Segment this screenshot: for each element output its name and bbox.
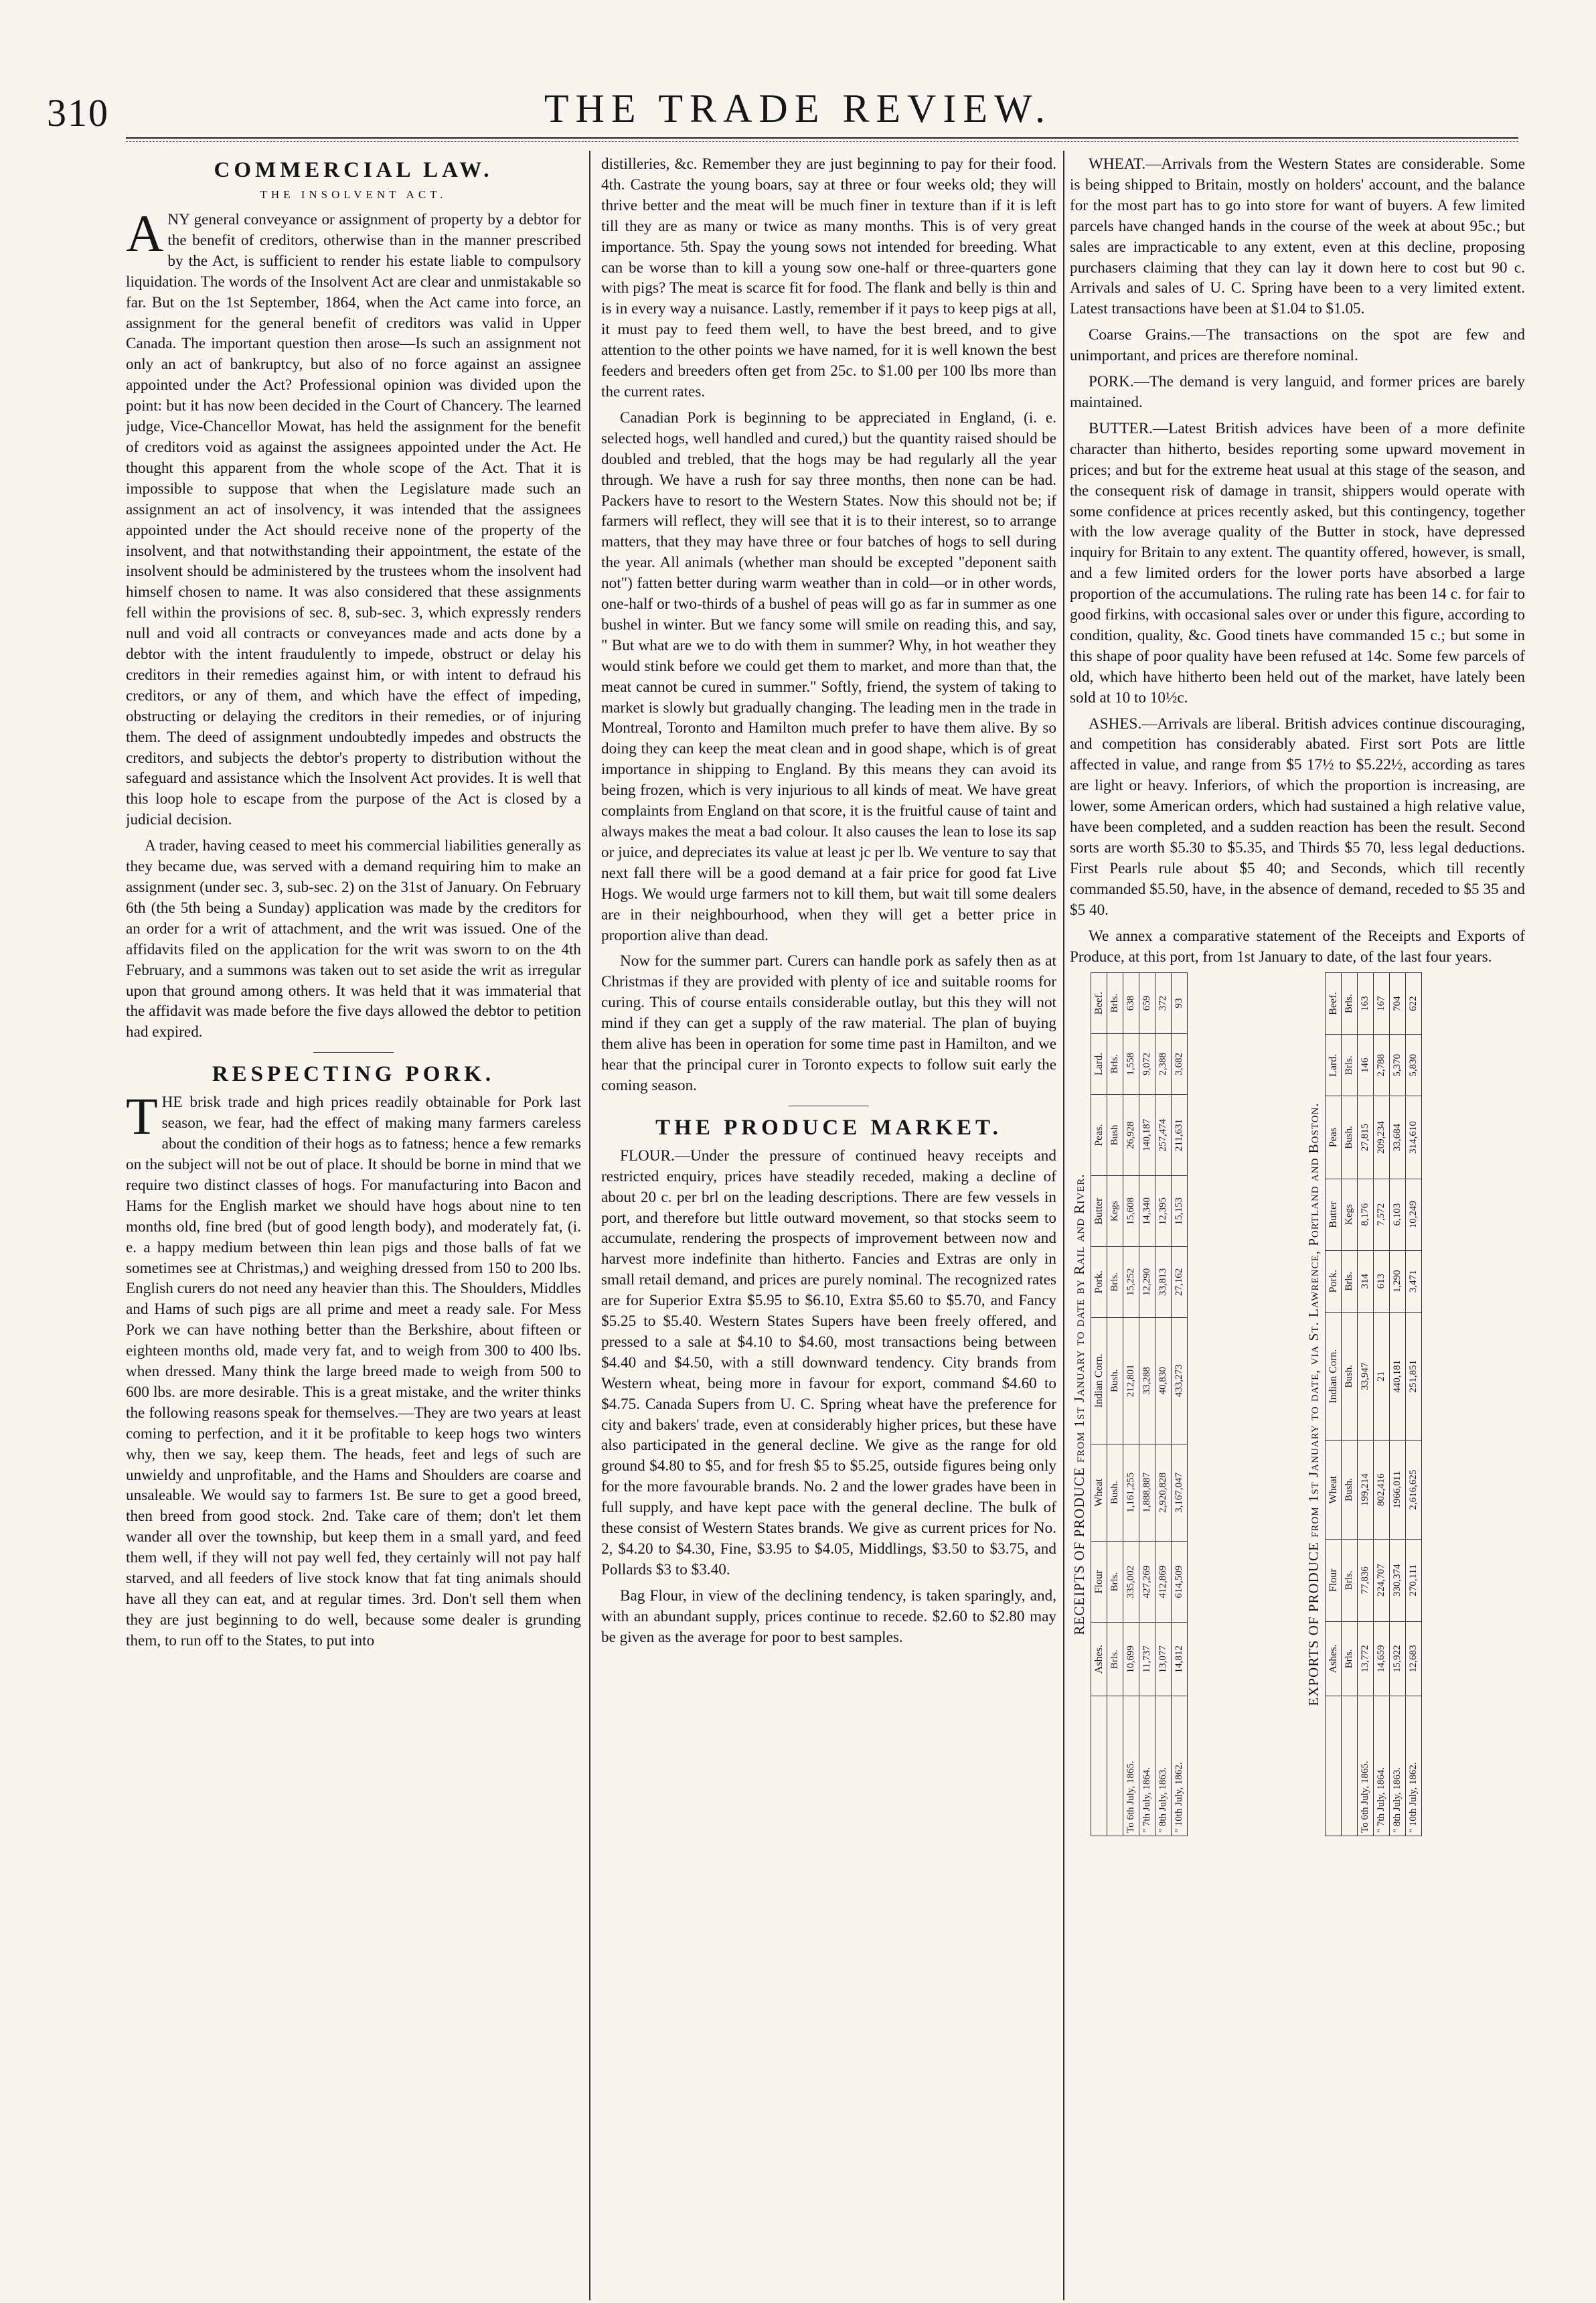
table-cell: 15,153 (1172, 1176, 1188, 1247)
exports-table-title: EXPORTS OF PRODUCE from 1st January to date, via St. Lawrence, Portland and Boston. (1305, 1102, 1322, 1707)
butter-paragraph: BUTTER.—Latest British advices have been of a more definite character than hitherto, besides reporting some upward movement in prices; and but for the extreme heat usual at this stage of the season, and the consequent risk of damage in transit, shippers would operate with some confidence at prices recently asked, but this contingency, together with the low average quality of the Butter in stock, have depressed inquiry for Britain to any extent. The quantity offered, however, is small, and a few limited orders for the lower ports have absorbed a large proportion of the accumulations. The ruling rate has been 14 c. for fair to good firkins, with occasional sales over or under this figure, according to condition, quality, &c. Good tinets have commanded 15 c.; but some in this shape of poor quality have been refused at 14c. Some few parcels of old, which have hitherto been held out of the market, have lately been sold at 10 to 10½c. (1070, 419, 1525, 707)
table-header-cell: Beef. (1091, 973, 1107, 1034)
table-unit-cell: Brls. (1107, 1542, 1123, 1623)
table-cell: 6,103 (1390, 1179, 1406, 1250)
table-cell: 704 (1390, 973, 1406, 1035)
table-cell: 440,181 (1390, 1313, 1406, 1441)
table-row (1390, 973, 1406, 1836)
table-date-cell: " 8th July, 1863. (1390, 1696, 1406, 1836)
table-cell: 15,608 (1123, 1176, 1139, 1247)
column-rule-2 (1063, 151, 1064, 2300)
table-cell: 5,830 (1406, 1035, 1422, 1096)
table-header-cell: Ashes. (1091, 1623, 1107, 1696)
table-cell: 33,813 (1155, 1247, 1172, 1318)
table-unit-cell: Brls. (1342, 1035, 1358, 1096)
statistics-tables (1070, 972, 1525, 1843)
table-unit-cell: Brls. (1342, 1540, 1358, 1622)
table-cell: 12,290 (1139, 1247, 1155, 1318)
table-header-cell: Indian Corn. (1091, 1318, 1107, 1444)
table-cell: 12,683 (1406, 1622, 1422, 1696)
table-unit-cell: Bush. (1342, 1096, 1358, 1179)
column-rule-1 (589, 151, 590, 2300)
table-cell: 15,922 (1390, 1622, 1406, 1696)
table-cell: 15,252 (1123, 1247, 1139, 1318)
table-date-cell: " 7th July, 1864. (1139, 1696, 1155, 1836)
table-cell: 167 (1374, 973, 1390, 1035)
table-cell: 199,214 (1358, 1441, 1374, 1540)
table-cell: 1,290 (1390, 1251, 1406, 1313)
table-cell: 5,370 (1390, 1035, 1406, 1096)
table-cell: 3,471 (1406, 1251, 1422, 1313)
table-header-cell: Wheat (1326, 1441, 1342, 1540)
table-cell: 1966,011 (1390, 1441, 1406, 1540)
table-date-cell: To 6th July, 1865. (1358, 1696, 1374, 1836)
table-cell: 140,187 (1139, 1095, 1155, 1176)
table-cell: 13,772 (1358, 1622, 1374, 1696)
table-units-row (1342, 973, 1358, 1836)
table-header-row (1091, 973, 1107, 1836)
table-header-cell: Butter (1091, 1176, 1107, 1247)
table-cell: 1,888,887 (1139, 1444, 1155, 1542)
bag-flour-paragraph: Bag Flour, in view of the declining tendency, is taken sparingly, and, with an abundant supply, prices continue to recede. $2.60 to $2.80 may be given as the average for poor to best samples. (601, 1586, 1056, 1646)
table-cell: 9,072 (1139, 1034, 1155, 1095)
table-unit-cell: Bush (1107, 1095, 1123, 1176)
column-1 (126, 154, 581, 2297)
table-row (1406, 973, 1422, 1836)
table-date-cell: " 7th July, 1864. (1374, 1696, 1390, 1836)
table-unit-cell: Brls. (1342, 1251, 1358, 1313)
table-date-cell: " 8th July, 1863. (1155, 1696, 1172, 1836)
table-cell: 77,836 (1358, 1540, 1374, 1622)
table-unit-cell (1107, 1696, 1123, 1836)
table-cell: 14,659 (1374, 1622, 1390, 1696)
table-row (1123, 973, 1139, 1836)
table-unit-cell: Bush. (1107, 1444, 1123, 1542)
table-unit-cell: Brls. (1342, 1622, 1358, 1696)
table-cell: 40,830 (1155, 1318, 1172, 1444)
table-row (1172, 973, 1188, 1836)
coarse-grains-paragraph: Coarse Grains.—The transactions on the spot are few and unimportant, and prices are therefore nominal. (1070, 326, 1525, 365)
table-cell: 14,812 (1172, 1623, 1188, 1696)
table-cell: 163 (1358, 973, 1374, 1035)
receipts-table-wrap (1070, 972, 1291, 1836)
table-cell: 146 (1358, 1035, 1374, 1096)
table-header-cell: Pork. (1091, 1247, 1107, 1318)
pork-paragraph-3: Canadian Pork is beginning to be appreciated in England, (i. e. selected hogs, well handled and cured,) but the quantity raised should be doubled and trebled, that the hogs may be had regularly all the year through. We have a rush for say three months, then none can be had. Packers have to resort to the Western States. Now this should not be; if farmers will reflect, they will see that it is to their interest, so to arrange matters, that they may have three or four batches of hogs to sell during the year. All animals (whether man should be excepted "deponent saith not") fatten better during warm weather than in cold—or in other words, one-half or two-thirds of a bushel of peas will go as far in summer as one bushel in winter. But we fancy some will smile on reading this, and say, " But what are we to do with them in summer? Why, in hot weather they would stink before we could get them to market, and more than that, the meat cannot be cured in summer." Softly, friend, the system of taking to market is slowly but gradually changing. The leading men in the trade in Montreal, Toronto and Hamilton much prefer to have them alive. By so doing they can keep the meat clean and in good shape, which is of great importance in shipping to England. By this means they can avoid its being frozen, which is very injurious to all kinds of meat. We have great complaints from England on that score, it is the fruitful cause of taint and always makes the meat a bad colour. It also causes the lean to lose its sap or juice, and depreciates its value at least jc per lb. We venture to say that next fall there will be a good demand at a fair price for good fat Live Hogs. We would urge farmers not to kill them, but wait till some dealers are in their neighbourhood, when they will get a better price in proportion alive than dead. (601, 408, 1056, 944)
insolvent-act-subheading: THE INSOLVENT ACT. (260, 188, 447, 201)
produce-market-heading: THE PRODUCE MARKET. (655, 1115, 1002, 1140)
table-cell: 270,111 (1406, 1540, 1422, 1622)
table-cell: 209,234 (1374, 1096, 1390, 1179)
table-row (1139, 973, 1155, 1836)
table-cell: 93 (1172, 973, 1188, 1034)
table-row (1155, 973, 1172, 1836)
commercial-law-paragraph-1: ANY general conveyance or assignment of property by a debtor for the benefit of creditors, otherwise than in the manner prescribed by the Act, is sufficient to render his estate liable to compulsory liquidation. The words of the Insolvent Act are clear and unmistakable so far. But on the 1st September, 1864, when the Act came into force, an assignment for the general benefit of creditors was valid in Upper Canada. The important question then arose—Is such an assignment not only an act of bankruptcy, but also of no force against an assignee appointed under the Act? Professional opinion was divided upon the point: but it has now been decided in the Court of Chancery. The learned judge, Vice-Chancellor Mowat, has held the assignment for the benefit of creditors void as against the assignees appointed under the Act. He thought this apparent from the whole scope of the Act. That it is impossible to suppose that when the Legislature made such an assignment an act of insolvency, it was intended that the assignees appointed under the Act should receive none of the property of the insolvent, and that notwithstanding their appointment, the estate of the insolvent should be administered by the trustees whom the insolvent had himself chosen to name. It was also considered that these assignments fell within the provisions of sec. 8, sub-sec. 3, which expressly renders null and void all contracts or conveyances made and acts done by a debtor with the intent fraudulently to impede, obstruct or delay his creditors in their remedies against him, or with intent to defraud his creditors, or any of them, and which have the effect of impeding, obstructing or delaying the creditors in their remedies, or of injuring them. The deed of assignment undoubtedly impedes and obstructs the creditors, and subjects the debtor's property to distribution without the safeguard and assistance which the Insolvent Act provides. It is well that this loop hole to escape from the purpose of the Act is closed by a judicial decision. (126, 204, 581, 829)
table-cell: 433,273 (1172, 1318, 1188, 1444)
table-units-row (1107, 973, 1123, 1836)
table-unit-cell: Brls. (1107, 973, 1123, 1034)
table-header-row (1326, 973, 1342, 1836)
table-cell: 3,167,047 (1172, 1444, 1188, 1542)
table-header-cell: Lard. (1091, 1034, 1107, 1095)
table-cell: 372 (1155, 973, 1172, 1034)
table-cell: 659 (1139, 973, 1155, 1034)
table-cell: 10,699 (1123, 1623, 1139, 1696)
table-cell: 3,682 (1172, 1034, 1188, 1095)
table-cell: 802,416 (1374, 1441, 1390, 1540)
page-number: 310 (47, 91, 109, 135)
table-cell: 622 (1406, 973, 1422, 1035)
table-unit-cell: Brls. (1342, 973, 1358, 1035)
running-head-title: THE TRADE REVIEW. (544, 86, 1052, 131)
section-divider (313, 1052, 394, 1053)
table-unit-cell: Kegs (1342, 1179, 1358, 1250)
drop-cap: A (126, 204, 164, 263)
flour-paragraph: FLOUR.—Under the pressure of continued heavy receipts and restricted enquiry, prices have steadily receded, making a decline of about 20 c. per brl on the leading descriptions. There are few vessels in port, and therefore but little outward movement, so that stocks seem to accumulate, rendering the prospects of improvement between now and harvest more indefinite than hitherto. Fancies and Extras are only in small retail demand, and prices are purely nominal. The recognized rates are for Superior Extra $5.95 to $6.10, Extra $5.60 to $5.70, and Fancy $5.25 to $5.40. Western States Supers have been freely offered, and pressed to a sale at $4.10 to $4.60, most transactions being between $4.40 and $4.50, with a still downward tendency. City brands from Western wheat, being more in favour for export, command $4.60 to $4.75. Canada Supers from U. C. Spring wheat have the preference for city and bakers' trade, even at considerably higher prices, but these have also participated in the general decline. We give as the range for old ground $4.80 to $5, and for fresh $5 to $5.25, outside figures being only for the more favourable brands. No. 2 and the lower grades have been in full supply, and have kept pace with the general decline. The bulk of these consist of Western States brands. We give as current prices for No. 2, $4.20 to $4.30, Fine, $3.95 to $4.05, Middlings, $3.50 to $3.75, and Pollards $3 to $3.40. (601, 1146, 1056, 1578)
table-date-cell: To 6th July, 1865. (1123, 1696, 1139, 1836)
column-3 (1070, 154, 1525, 2297)
table-header-cell: Butter (1326, 1179, 1342, 1250)
table-unit-cell: Kegs (1107, 1176, 1123, 1247)
table-cell: 21 (1374, 1313, 1390, 1441)
top-rule-dashed (126, 141, 1518, 143)
table-cell: 251,851 (1406, 1313, 1422, 1441)
pork-paragraph-1: THE brisk trade and high prices readily obtainable for Pork last season, we fear, had the effect of making many farmers careless about the condition of their hogs as to fatness; hence a few remarks on the subject will not be out of place. It should be borne in mind that we require two distinct classes of hogs. For manufacturing into Bacon and Hams for the English market we should have hogs about nine to ten months old, fine bred (but of good length body), and moderately fat, (i. e. a happy medium between thin lean pigs and those balls of fat we sometimes see at Christmas,) and weighing dressed from 150 to 200 lbs. English curers do not need any heavier than this. The Shoulders, Middles and Hams of such pigs are all prime and meet a ready sale. For Mess Pork we can have nothing better than the Berkshire, about fifteen or eighteen months old, made very fat, and to weigh from 300 to 400 lbs. when dressed. Many think the large breed made to weigh from 500 to 600 lbs. are more desirable. This is a great mistake, and the writer thinks the following reasons speak for themselves.—They are two years at least coming to perfection, and it it be profitable to keep hogs two winters why, then we say, keep them. The heads, feet and legs of such are unwieldy and unprofitable, and the Hams and Shoulders are coarse and unsaleable. We would say to farmers 1st. Be sure to get a good breed, then breed from good stock. 2nd. Take care of them; don't let them wander all over the township, but keep them in a small yard, and feed them well, if they will not pay well fed, they certainly will not pay half starved, and all feeders of live stock know that fat ting animals should have all they can eat, and at regular times. 3rd. Don't sell them when they are just beginning to do well, because some dealer is grunding them, to run off to the States, to put into (126, 1087, 581, 1649)
table-cell: 7,572 (1374, 1179, 1390, 1250)
drop-cap: T (126, 1087, 158, 1146)
table-header-cell: Peas. (1091, 1095, 1107, 1176)
table-unit-cell: Bush. (1342, 1441, 1358, 1540)
table-cell: 613 (1374, 1251, 1390, 1313)
table-cell: 412,869 (1155, 1542, 1172, 1623)
commercial-law-paragraph-2: A trader, having ceased to meet his commercial liabilities generally as they became due, was served with a demand requiring him to make an assignment (under sec. 3, sub-sec. 2) on the 31st of January. On February 6th (the 5th being a Sunday) application was made by the creditors for an order for a writ of attachment, and the writ was issued. One of the affidavits filed on the application for the writ was sworn to on the 4th February, and a summons was taken out to set aside the writ as irregular upon that ground among others. It was held that it was immaterial that the affidavit was made before the five days allowed the debtor to petition had expired. (126, 837, 581, 1041)
commercial-law-heading: COMMERCIAL LAW. (214, 158, 493, 182)
table-cell: 335,002 (1123, 1542, 1139, 1623)
table-cell: 33,288 (1139, 1318, 1155, 1444)
table-header-cell (1091, 1696, 1107, 1836)
table-cell: 27,162 (1172, 1247, 1188, 1318)
table-cell: 26,928 (1123, 1095, 1139, 1176)
table-unit-cell: Bush. (1107, 1318, 1123, 1444)
table-cell: 614,509 (1172, 1542, 1188, 1623)
table-row (1358, 973, 1374, 1836)
table-cell: 2,788 (1374, 1035, 1390, 1096)
table-cell: 224,707 (1374, 1540, 1390, 1622)
column-2 (601, 154, 1056, 2297)
table-header-cell: Lard. (1326, 1035, 1342, 1096)
table-unit-cell: Brls. (1107, 1247, 1123, 1318)
table-header-cell: Peas (1326, 1096, 1342, 1179)
annex-paragraph: We annex a comparative statement of the Receipts and Exports of Produce, at this port, from 1st January to date, of the last four years. (1070, 927, 1525, 966)
table-header-cell: Beef. (1326, 973, 1342, 1035)
table-date-cell: " 10th July, 1862. (1172, 1696, 1188, 1836)
table-header-cell (1326, 1696, 1342, 1836)
table-unit-cell: Brls. (1107, 1034, 1123, 1095)
table-cell: 8,176 (1358, 1179, 1374, 1250)
table-header-cell: Indian Corn. (1326, 1313, 1342, 1441)
wheat-paragraph: WHEAT.—Arrivals from the Western States are considerable. Some is being shipped to Britain, mostly on holders' account, and the balance for the most part has to go into store for want of buyers. A few limited parcels have changed hands in the course of the week at about 95c.; but sales are impracticable to any extent, even at this decline, proposing purchasers claiming that they can lay it down here to cost but 90 c. Arrivals and sales of U. C. Spring have been to a very limited extent. Latest transactions have been at $1.04 to $1.05. (1070, 155, 1525, 318)
table-cell: 212,801 (1123, 1318, 1139, 1444)
table-cell: 11,737 (1139, 1623, 1155, 1696)
pork-paragraph-2: distilleries, &c. Remember they are just beginning to pay for their food. 4th. Castrate the young boars, say at three or four weeks old; they will thrive better and the meat will be much finer in texture than if it is left till they are as many or twice as many months. This is of very great importance. 5th. Spay the young sows not intended for breeding. What can be worse than to kill a young sow one-half or three-quarters gone with pigs? The meat is scarce fit for food. The flank and belly is thin and is in every way a nuisance. Lastly, remember if it pays to keep pigs at all, it must pay to feed them well, to have the best breed, and to give attention to the other points we have named, for it is well known the best feeders and breeders often get from 25c. to $1.00 per 100 lbs more than the current rates. (601, 155, 1056, 400)
table-cell: 2,920,828 (1155, 1444, 1172, 1542)
top-rule (126, 137, 1518, 139)
table-unit-cell: Bush. (1342, 1313, 1358, 1441)
receipts-table-title: RECEIPTS OF PRODUCE from 1st January to date by Rail and River. (1071, 1173, 1087, 1636)
table-cell: 14,340 (1139, 1176, 1155, 1247)
table-cell: 211,631 (1172, 1095, 1188, 1176)
table-cell: 13,077 (1155, 1623, 1172, 1696)
table-cell: 33,947 (1358, 1313, 1374, 1441)
table-row (1374, 973, 1390, 1836)
pork-paragraph-4: Now for the summer part. Curers can handle pork as safely then as at Christmas if they are provided with plenty of ice and suitable rooms for curing. This of course entails considerable outlay, but this they will not mind if they can get a supply of the raw material. The plan of buying them alive has been in operation for some time past in Hamilton, and we hear that the principal curer in Toronto expects to follow suit early the coming season. (601, 952, 1056, 1094)
table-date-cell: " 10th July, 1862. (1406, 1696, 1422, 1836)
table-cell: 257,474 (1155, 1095, 1172, 1176)
table-header-cell: Flour (1326, 1540, 1342, 1622)
table-unit-cell (1342, 1696, 1358, 1836)
table-header-cell: Ashes. (1326, 1622, 1342, 1696)
table-cell: 330,374 (1390, 1540, 1406, 1622)
table-header-cell: Wheat (1091, 1444, 1107, 1542)
table-unit-cell: Brls. (1107, 1623, 1123, 1696)
table-cell: 2,388 (1155, 1034, 1172, 1095)
table-cell: 638 (1123, 973, 1139, 1034)
receipts-table (1091, 972, 1188, 1836)
pork-market-paragraph: PORK.—The demand is very languid, and former prices are barely maintained. (1070, 373, 1525, 411)
table-header-cell: Pork. (1326, 1251, 1342, 1313)
table-cell: 33,684 (1390, 1096, 1406, 1179)
respecting-pork-heading: RESPECTING PORK. (212, 1062, 495, 1087)
table-cell: 1,558 (1123, 1034, 1139, 1095)
table-cell: 12,395 (1155, 1176, 1172, 1247)
exports-table (1325, 972, 1422, 1836)
table-cell: 1,161,255 (1123, 1444, 1139, 1542)
table-cell: 10,249 (1406, 1179, 1422, 1250)
table-cell: 314 (1358, 1251, 1374, 1313)
table-cell: 314,610 (1406, 1096, 1422, 1179)
table-cell: 427,269 (1139, 1542, 1155, 1623)
exports-table-wrap (1304, 972, 1525, 1836)
table-cell: 2,616,625 (1406, 1441, 1422, 1540)
table-cell: 27,815 (1358, 1096, 1374, 1179)
table-header-cell: Flour (1091, 1542, 1107, 1623)
ashes-paragraph: ASHES.—Arrivals are liberal. British advices continue discouraging, and competition has considerably abated. First sort Pots are little affected in value, and range from $5 17½ to $5.22½, according as tares are light or heavy. Inferiors, of which the proportion is increasing, are lower, some American orders, which had sustained a high relative value, have been completed, and a sudden reaction has been the result. Second sorts are worth $5.30 to $5.35, and Thirds $5 70, less legal deductions. First Pearls rule about $5 40; and Seconds, which till recently commanded $5.50, have, in the absence of demand, receded to $5 35 and $5 40. (1070, 715, 1525, 919)
